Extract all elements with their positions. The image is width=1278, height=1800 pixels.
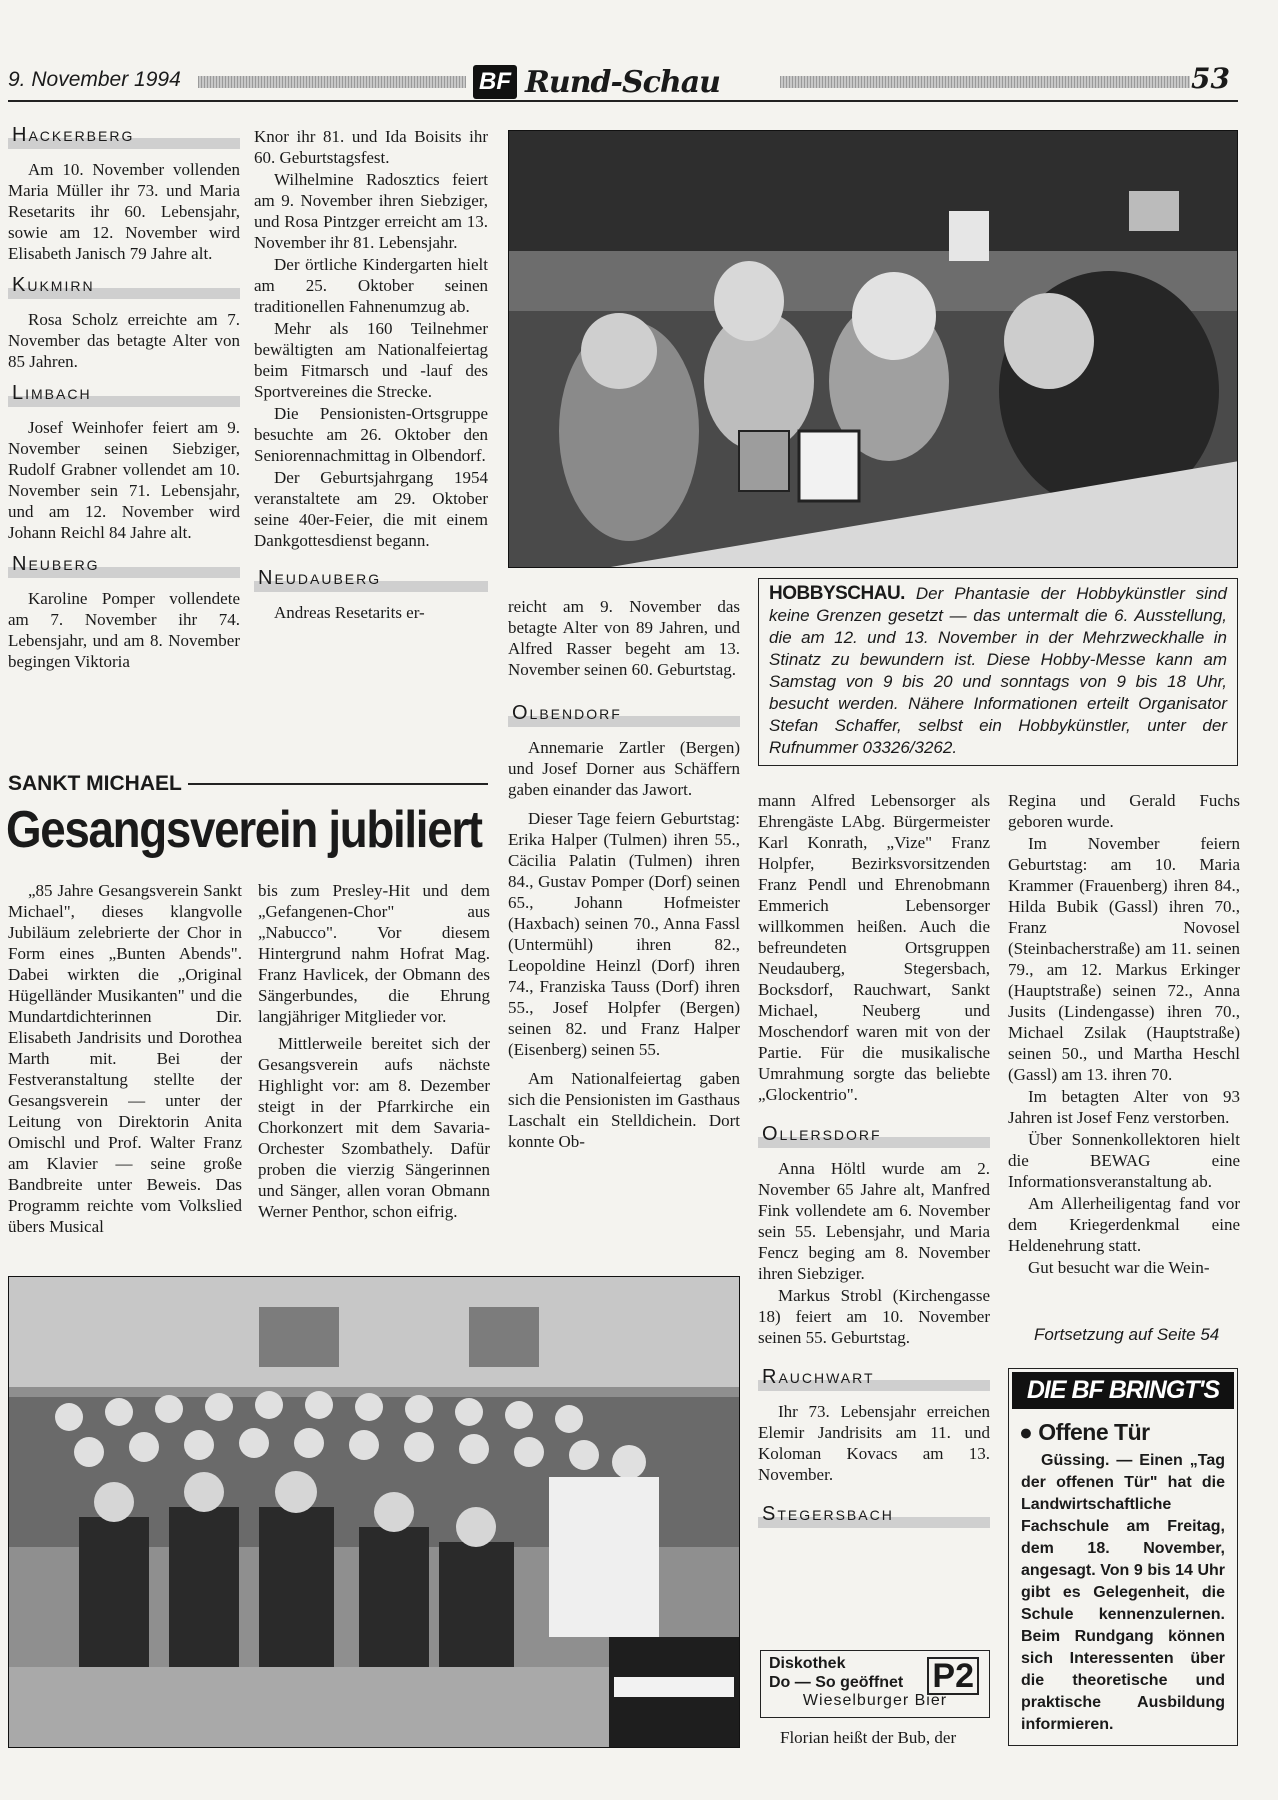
column-2 <box>254 126 488 624</box>
paragraph: Wilhelmine Radosztics feiert am 9. November ihren Siebziger, und Rosa Pintzger erreicht am 13. November ihr 81. Lebensjahr. <box>254 170 488 252</box>
paragraph: Markus Strobl (Kirchengasse 18) feiert am 10. November seinen 55. Geburtstag. <box>758 1286 990 1347</box>
header-rule-right <box>780 76 1190 88</box>
paragraph: Annemarie Zartler (Bergen) und Josef Dorner aus Schäffern gaben einander das Jawort. <box>508 738 740 799</box>
disco-ad <box>760 1650 990 1718</box>
paragraph: Mehr als 160 Teilnehmer bewältigten am Nationalfeiertag beim Fitmarsch und -lauf des Sportvereines die Strecke. <box>254 319 488 401</box>
place-heading: Hackerberg <box>8 122 240 149</box>
ad-line-2: Do — So geöffnet <box>769 1674 904 1691</box>
article-headline: Gesangsverein jubiliert <box>6 801 482 859</box>
paragraph: Die Pensionisten-Ortsgruppe besuchte am 26. Oktober den Seniorennachmittag in Olbendorf. <box>254 404 488 465</box>
ad-badge: P2 <box>927 1657 979 1695</box>
paragraph: Josef Weinhofer feiert am 9. November seinen Siebziger, Rudolf Grabner vollendet am 10. November sein 71. Lebensjahr, und am 12. November wird Johann Reichl 84 Jahre alt. <box>8 418 240 542</box>
paragraph: Rosa Scholz erreichte am 7. November das betagte Alter von 85 Jahren. <box>8 310 240 371</box>
column-3 <box>508 596 740 1153</box>
kicker-label: SANKT MICHAEL <box>8 772 182 795</box>
box-body: Güssing. — Einen „Tag der offenen Tür" hat die Landwirtschaftliche Fachschule am Freitag, dem 18. November, angesagt. Von 9 bis 14 Uhr gibt es Gelegenheit, die Schule kennenzulernen. Beim Rundgang können sich Interessenten über die theoretische und praktische Ausbildung informieren. <box>1021 1452 1225 1733</box>
choir-image <box>9 1277 740 1748</box>
column-4-tail <box>760 1727 992 1749</box>
article-column-2 <box>258 880 490 1223</box>
kicker-rule <box>188 783 488 785</box>
logo-bf: BF <box>473 65 517 99</box>
place-heading: Olbendorf <box>508 700 740 727</box>
ad-line-1: Diskothek <box>769 1655 846 1672</box>
paragraph: Andreas Resetarits er- <box>274 603 425 622</box>
ad-line-3: Wieselburger Bier <box>802 1692 948 1709</box>
paragraph: Der örtliche Kindergarten hielt am 25. Oktober seinen traditionellen Fahnenumzug ab. <box>254 255 488 316</box>
column-5 <box>1008 790 1240 1279</box>
paragraph: Knor ihr 81. und Ida Boisits ihr 60. Geburtstagsfest. <box>254 127 488 167</box>
paragraph: Dieser Tage feiern Geburtstag: Erika Halper (Tulmen) ihren 55., Cäcilia Palatin (Tulmen) ihren 84., Gustav Pomper (Dorf) seinen 65., Johann Hofmeister (Haxbach) seinen 70., Anna Fassl (Untermühl) ihren 82., Leopoldine Heinzl (Dorf) ihren 74., Franziska Tauss (Dorf) ihren 55., Josef Holpfer (Bergen) seinen 82. und Franz Halper (Eisenberg) seinen 55. <box>508 809 740 1059</box>
paragraph: Gut besucht war die Wein- <box>1028 1258 1210 1277</box>
box-heading: DIE BF BRINGT'S <box>1012 1372 1234 1409</box>
box-subheading <box>1019 1419 1227 1446</box>
paragraph: Regina und Gerald Fuchs geboren wurde. <box>1008 791 1240 831</box>
paragraph: Im November feiern Geburtstag: am 10. Maria Krammer (Frauenberg) ihren 84., Hilda Bubik (Gassl) ihren 70., Franz Novosel (Steinbacherstraße) am 11. seinen 79., am 12. Markus Erkinger (Hauptstraße) seinen 72., Anna Jusits (Lindengasse) ihren 70., Michael Zsilak (Hauptstraße) seinen 50., und Martha Heschl (Gassl) am 13. ihren 70. <box>1008 834 1240 1084</box>
header-divider <box>8 100 1238 102</box>
paragraph: reicht am 9. November das betagte Alter von 89 Jahren, und Alfred Rasser begeht am 13. November seinen 60. Geburtstag. <box>508 597 740 679</box>
continued-note: Fortsetzung auf Seite 54 <box>1034 1325 1220 1344</box>
paragraph: mann Alfred Lebensorger als Ehrengäste LAbg. Bürgermeister Karl Konrath, „Vize" Franz Holpfer, Bezirksvorsitzenden Franz Pendl und Ehrenobmann Emmerich Lebensorger willkommen heißen. Auch die befreundeten Ortsgruppen Neudauberg, Stegersbach, Bocksdorf, Rauchwart, Sankt Michael, Neuberg und Moschendorf waren mit von der Partie. Für die musikalische Umrahmung sorgte das beliebte „Glockentrio". <box>758 791 990 1104</box>
page-number: 53 <box>1191 62 1230 95</box>
place-heading: Stegersbach <box>758 1501 990 1528</box>
place-heading: Kukmirn <box>8 272 240 299</box>
article-column-1 <box>8 880 242 1238</box>
paragraph: Am 10. November vollenden Maria Müller ihr 73. und Maria Resetarits ihr 60. Lebensjahr, sowie am 12. November wird Elisabeth Janisch 79 Jahre alt. <box>8 160 240 263</box>
choir-photo <box>8 1276 740 1748</box>
column-1 <box>8 122 240 673</box>
hobby-show-photo <box>508 130 1238 568</box>
paragraph: Mittlerweile bereitet sich der Gesangsverein aufs nächste Highlight vor: am 8. Dezember steigt in der Pfarrkirche ein Chorkonzert mit dem Savaria-Orchester Szombathely. Dafür proben die vierzig Sängerinnen und Sänger, allen voran Obmann Werner Penthor, schon eifrig. <box>258 1034 490 1221</box>
paragraph: „85 Jahre Gesangsverein Sankt Michael", dieses klangvolle Jubiläum zelebrierte der Chor in Form eines „Bunten Abends". Dabei wirkten die „Original Hügelländer Musikanten" und die Mundartdichterinnen Dir. Elisabeth Jandrisits und Dorothea Marth mit. Bei der Festveranstaltung stellte der Gesangsverein — unter der Leitung von Direktorin Anita Omischl und Prof. Walter Franz am Klavier — seine große Bandbreite unter Beweis. Das Programm reichte vom Volkslied übers Musical <box>8 881 242 1236</box>
paragraph: Florian heißt der Bub, der <box>780 1728 957 1747</box>
bullet-icon: ● <box>1019 1419 1033 1445</box>
bf-bringts-box <box>1008 1368 1238 1746</box>
header-rule-left <box>198 76 466 88</box>
paragraph: Der Geburtsjahrgang 1954 veranstaltete am 29. Oktober seine 40er-Feier, die mit einem Dankgottesdienst begann. <box>254 468 488 550</box>
paragraph: Am Allerheiligentag fand vor dem Kriegerdenkmal eine Heldenehrung statt. <box>1008 1194 1240 1255</box>
photo-caption <box>758 578 1238 766</box>
place-heading: Rauchwart <box>758 1364 990 1391</box>
paragraph: Anna Höltl wurde am 2. November 65 Jahre alt, Manfred Fink vollendete am 6. November sein 55. Lebensjahr, und Maria Fencz beging am 8. November ihren Siebziger. <box>758 1159 990 1283</box>
paragraph: bis zum Presley-Hit und dem „Gefangenen-Chor" aus „Nabucco". Vor diesem Hintergrund nahm Hofrat Mag. Franz Havlicek, der Obmann des Sängerbundes, die Ehrung langjähriger Mitglieder vor. <box>258 881 490 1026</box>
paragraph: Über Sonnenkollektoren hielt die BEWAG eine Informationsveranstaltung ab. <box>1008 1130 1240 1191</box>
paragraph: Karoline Pomper vollendete am 7. November ihr 74. Lebensjahr, und am 8. November begingen Viktoria <box>8 589 240 671</box>
hobby-show-image <box>509 131 1238 568</box>
place-heading: Limbach <box>8 380 240 407</box>
paragraph: Ihr 73. Lebensjahr erreichen Elemir Jandrisits am 11. und Koloman Kovacs am 13. November. <box>758 1402 990 1484</box>
logo-title: Rund-Schau <box>525 64 720 100</box>
paragraph: Im betagten Alter von 93 Jahren ist Josef Fenz verstorben. <box>1008 1087 1240 1127</box>
paragraph: Am Nationalfeiertag gaben sich die Pensionisten im Gasthaus Laschalt ein Stelldichein. Dort konnte Ob- <box>508 1069 740 1151</box>
column-4 <box>758 790 990 1538</box>
place-heading: Ollersdorf <box>758 1121 990 1148</box>
place-heading: Neudauberg <box>254 565 488 592</box>
caption-title: HOBBYSCHAU. <box>769 583 905 604</box>
caption-text: Der Phantasie der Hobbykünstler sind keine Grenzen gesetzt — das untermalt die 6. Ausstellung, die am 12. und 13. November in der Mehrzweckhalle in Stinatz zu bewundern ist. Diese Hobby-Messe kann am Samstag von 9 bis 20 und sonntags von 9 bis 18 Uhr, besucht werden. Nähere Informationen erteilt Organisator Stefan Schaffer, selbst ein Hobbykünstler, unter der Rufnummer 03326/3262. <box>769 584 1227 757</box>
article-kicker <box>8 772 488 796</box>
place-heading: Neuberg <box>8 551 240 578</box>
masthead-logo <box>473 62 720 102</box>
issue-date: 9. November 1994 <box>8 68 181 91</box>
box-subheading-text: Offene Tür <box>1038 1419 1150 1445</box>
